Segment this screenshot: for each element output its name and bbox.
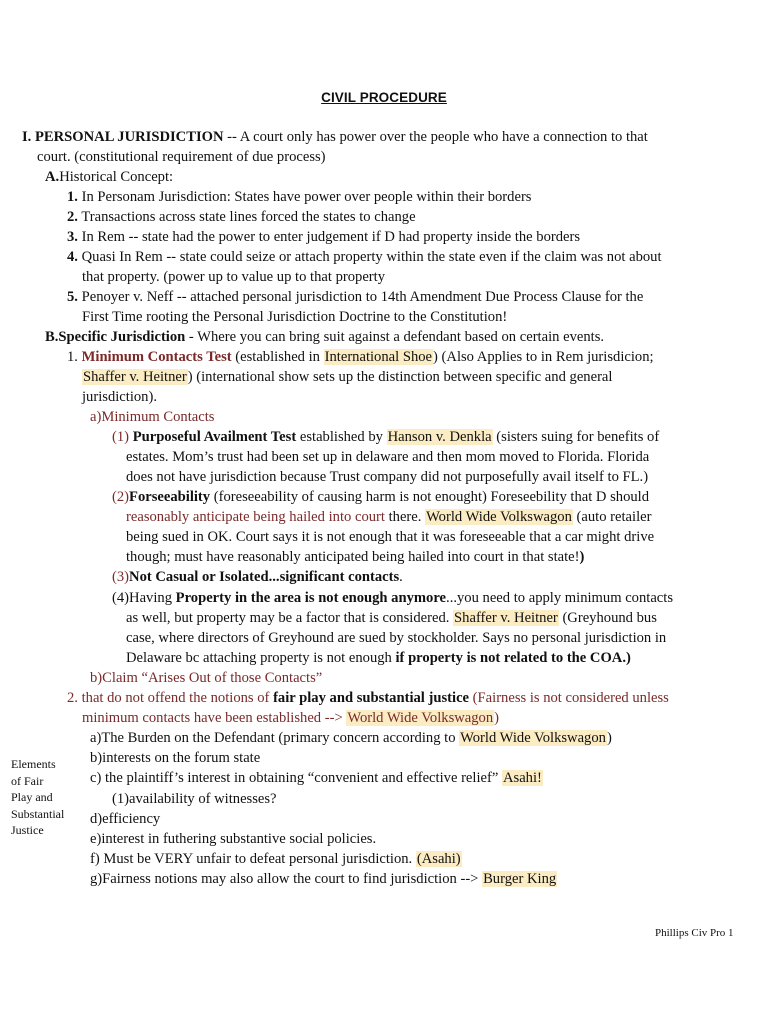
item-text: (foreseeability of causing harm is not enought) Foreseebility that D should [210,489,650,505]
nested-item-cont [126,648,631,668]
item-text: ) [494,710,500,726]
list-item-cont: jurisdiction). [82,389,157,405]
item-text: a)The Burden on the Defendant (primary concern according to [90,730,460,746]
item-text: g)Fairness notions may also allow the court to find jurisdiction --> [90,871,483,887]
nested-item-cont [126,507,651,527]
subsection-heading: Specific Jurisdiction [58,329,186,345]
case-citation: Burger King [483,871,557,887]
item-number: 2. [67,209,78,225]
factor-item [90,869,557,889]
factor-item: d)efficiency [90,811,161,827]
section-number: I. [22,129,32,145]
item-text: ) [579,549,585,565]
item-heading: Purposeful Availment Test [132,429,297,445]
sub-item-b: b)Claim “Arises Out of those Contacts” [90,670,323,686]
list-item [67,187,531,207]
item-text: as well, but property may be a factor that is considered. [126,610,454,626]
item-text: established by [296,429,387,445]
list-item-cont [82,708,499,728]
list-item-cont: First Time rooting the Personal Jurisdiction Doctrine to the Constitution! [82,309,508,325]
item-number: 1. [67,349,78,365]
factor-item: b)interests on the forum state [90,750,261,766]
item-number: (4) [112,590,130,606]
nested-item-cont [126,547,584,567]
item-number: 2. [67,690,78,706]
subsection-label: A. [45,169,60,185]
margin-note-line: of Fair [11,773,44,788]
margin-note-line: Justice [11,823,44,837]
case-citation: International Shoe [324,349,433,365]
margin-note-line: Elements [11,757,56,771]
subsection-a [45,167,173,187]
item-text: Delaware bc attaching property is not enough [126,650,396,666]
subsection-description: - Where you can bring suit against a defendant based on certain events. [185,329,605,345]
nested-item [112,588,673,608]
nested-item [112,567,403,587]
case-citation: World Wide Volkswagon [347,710,494,726]
emphasis-text: if property is not related to the COA.) [395,650,631,666]
list-item-cont [82,367,612,387]
margin-note-line: Play and [11,790,53,804]
nested-item-cont: estates. Mom’s trust had been set up in delaware and then mom moved to Florida. Florida [126,449,650,465]
item-text: In Rem -- state had the power to enter judgement if D had property inside the borders [81,229,581,245]
list-item-cont: that property. (power up to value up to that property [82,269,386,285]
section-description-cont: court. (constitutional requirement of due process) [37,149,326,165]
item-heading: Not Casual or Isolated...significant contacts [129,569,400,585]
item-number: 1. [67,189,78,205]
factor-item: e)interest in futhering substantive social policies. [90,831,377,847]
item-text: ) [606,730,612,746]
item-text: Penoyer v. Neff -- attached personal jurisdiction to 14th Amendment Due Process Clause for the [81,289,644,305]
item-text: . [399,569,403,585]
subsection-heading: Historical Concept: [59,169,174,185]
nested-item-cont: case, where directors of Greyhound are sued by stockholder. Says no personal jurisdiction in [126,630,667,646]
item-heading: fair play and substantial justice [273,690,470,706]
section-1-line [22,127,648,147]
case-citation: World Wide Volkswagon [426,509,572,525]
nested-item-cont [126,608,657,628]
list-item [67,287,643,307]
item-number: (3) [112,569,130,585]
factor-sub-item: (1)availability of witnesses? [112,791,277,807]
item-number: 3. [67,229,78,245]
subsection-label: B. [45,329,59,345]
item-text: though; must have reasonably anticipated being hailed into court in that state! [126,549,580,565]
section-description: -- A court only has power over the people who have a connection to that [223,129,648,145]
item-number: (2) [112,489,130,505]
item-text: In Personam Jurisdiction: States have power over people within their borders [81,189,532,205]
case-citation: Shaffer v. Heitner [83,369,187,385]
item-heading: Forseeability [129,489,211,505]
item-text: Transactions across state lines forced the states to change [81,209,416,225]
nested-item-cont: does not have jurisdiction because Trust company did not purposefully avail itself to FL.) [126,469,649,485]
item-text: (established in [231,349,324,365]
list-item [67,227,580,247]
item-heading: Minimum Contacts Test [81,349,232,365]
section-heading: PERSONAL JURISDICTION [34,129,224,145]
nested-item-cont: being sued in OK. Court says it is not enough that it was foreseeable that a car might drive [126,529,655,545]
case-citation: Shaffer v. Heitner [454,610,558,626]
item-text: (auto retailer [572,509,652,525]
item-text: (Greyhound bus [558,610,657,626]
item-text: minimum contacts have been established --> [82,710,347,726]
item-text: c) the plaintiff’s interest in obtaining “convenient and effective relief” [90,770,502,786]
item-text: (sisters suing for benefits of [492,429,660,445]
item-number: 4. [67,249,78,265]
item-text: (Fairness is not considered unless [469,690,669,706]
item-text: that do not offend the notions of [77,690,274,706]
margin-note-line: Substantial [11,806,65,821]
emphasis-text: reasonably anticipate being hailed into court [126,509,385,525]
list-item [67,247,662,267]
list-item [67,347,654,367]
item-text: ...you need to apply minimum contacts [446,590,674,606]
item-number: (1) [112,429,130,445]
case-citation: Hanson v. Denkla [387,429,492,445]
item-text: f) Must be VERY unfair to defeat personal jurisdiction. [90,851,416,867]
list-item [67,688,669,708]
page-title: CIVIL PROCEDURE [321,90,447,105]
item-heading: Property in the area is not enough anymore [175,590,447,606]
nested-item [112,427,659,447]
item-text: Quasi In Rem -- state could seize or attach property within the state even if the claim was not about [81,249,662,265]
page-footer: Phillips Civ Pro 1 [655,927,734,939]
case-citation: (Asahi) [416,851,461,867]
factor-item [90,728,612,748]
item-number: 5. [67,289,78,305]
sub-item-a: a)Minimum Contacts [90,409,215,425]
case-citation: World Wide Volkswagon [460,730,606,746]
factor-item [90,849,462,869]
margin-note [11,756,75,839]
nested-item [112,487,649,507]
item-text: Having [129,590,176,606]
subsection-b [45,327,604,347]
item-text: there. [384,509,426,525]
list-item [67,207,416,227]
factor-item [90,768,543,788]
case-citation: Asahi! [502,770,542,786]
item-text: ) (Also Applies to in Rem jurisdicion; [433,349,654,365]
item-text: ) (international show sets up the distinction between specific and general [187,369,613,385]
